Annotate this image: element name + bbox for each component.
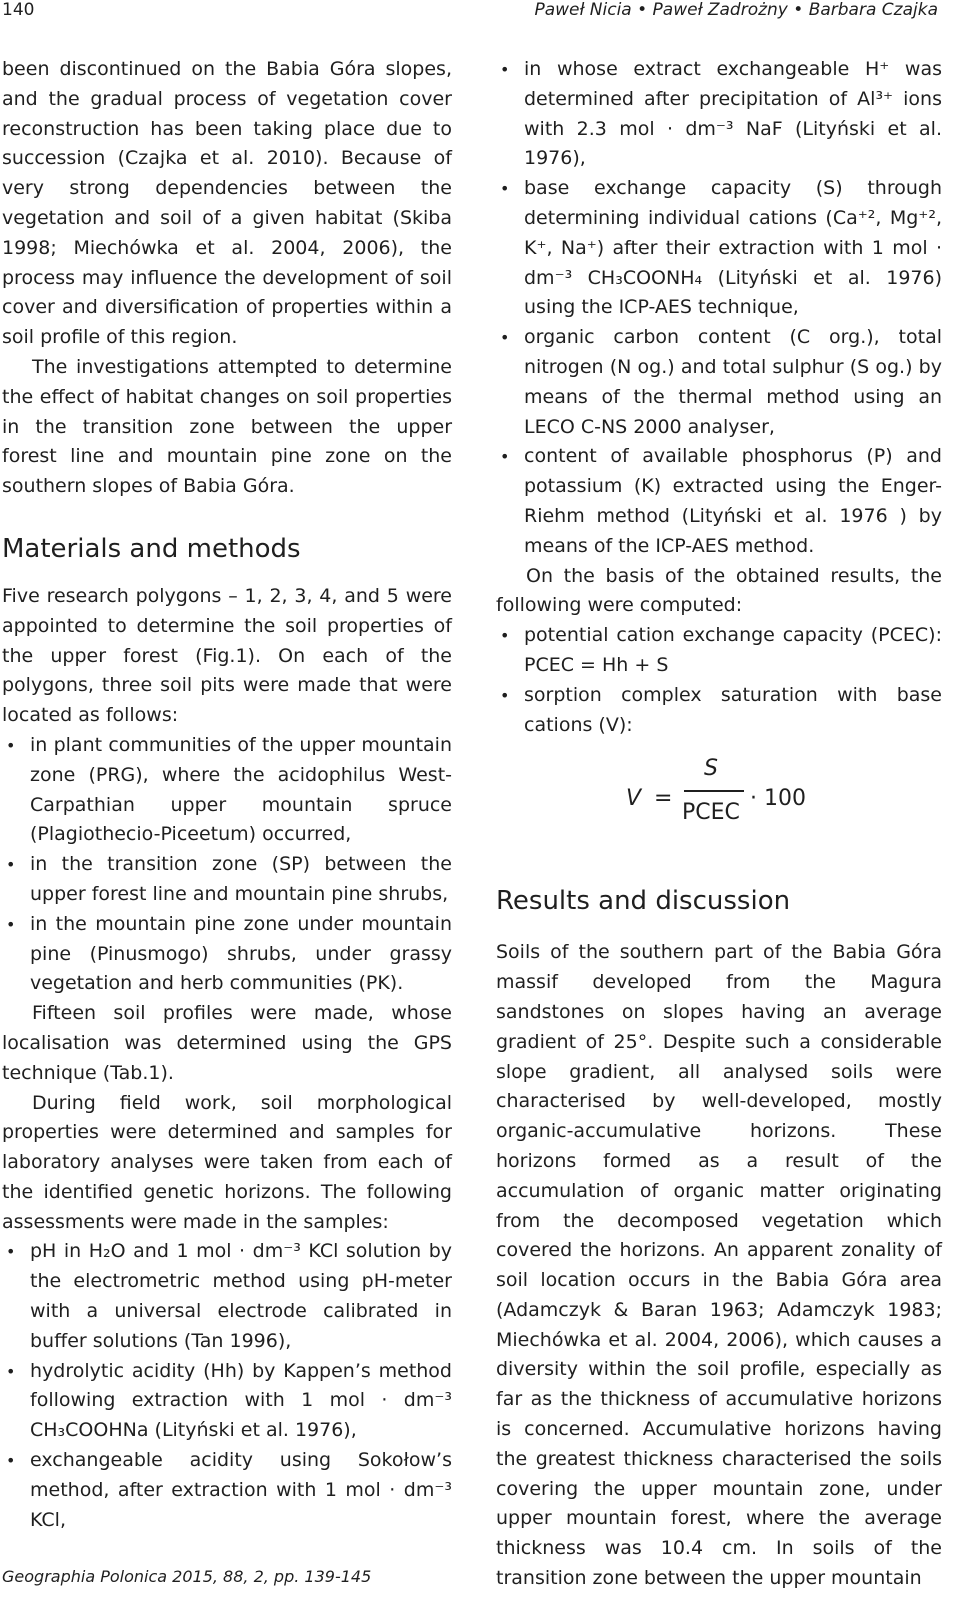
- running-header-authors: Paweł Nicia • Paweł Zadrożny • Barbara Czajka: [534, 0, 938, 20]
- list-item: • in the mountain pine zone under mountain pine (Pinusmogo) shrubs, under grassy vegetation and herb communities (PK).: [2, 910, 452, 999]
- continued-text: in whose extract exchangeable H⁺ was determined after precipitation of Al³⁺ ions with 2.3 mol · dm⁻³ NaF (Lityński et al. 1976),: [524, 58, 942, 170]
- formula-lhs: V: [626, 786, 642, 812]
- paragraph-polygons: Five research polygons – 1, 2, 3, 4, and 5 were appointed to determine the soil properties of the upper forest (Fig.1). On each of the polygons, three soil pits were made that were located as follows:: [2, 584, 452, 727]
- list-item-continued: [496, 55, 942, 174]
- fraction-bar: [684, 790, 744, 792]
- paragraph-computed: On the basis of the obtained results, the following were computed:: [496, 564, 942, 617]
- formula-denominator: PCEC: [682, 800, 740, 826]
- list-item: • sorption complex saturation with base cations (V):: [496, 681, 942, 741]
- list-item: • organic carbon content (C org.), total nitrogen (N og.) and total sulphur (S og.) by means of the thermal method using an LECO C-NS 2000 analyser,: [496, 323, 942, 442]
- paragraph-fieldwork: During field work, soil morphological properties were determined and samples for laboratory analyses were taken from each of the identified genetic horizons. The following assessments were made in the samples:: [2, 1091, 452, 1233]
- formula-numerator: S: [704, 756, 718, 782]
- saturation-formula: [496, 754, 942, 844]
- formula-multiplier: · 100: [750, 786, 806, 812]
- paragraph-aims: The investigations attempted to determine the effect of habitat changes on soil properties in the transition zone between the upper forest line and mountain pine zone on the southern slopes of Babia Góra.: [2, 355, 452, 498]
- left-column: [2, 55, 452, 1535]
- journal-footer: Geographia Polonica 2015, 88, 2, pp. 139-145: [2, 1567, 372, 1586]
- list-item: • in the transition zone (SP) between the upper forest line and mountain pine shrubs,: [2, 850, 452, 910]
- list-item: • content of available phosphorus (P) and potassium (K) extracted using the Enger-Riehm method (Lityński et al. 1976 ) by means of the ICP-AES method.: [496, 442, 942, 561]
- assessments-list-continued: [496, 55, 942, 562]
- heading-materials-methods: Materials and methods: [2, 533, 301, 564]
- right-column: [496, 55, 942, 1594]
- paragraph-profiles: Fifteen soil profiles were made, whose localisation was determined using the GPS technique (Tab.1).: [2, 1002, 452, 1084]
- paragraph-intro: been discontinued on the Babia Góra slopes, and the gradual process of vegetation cover reconstruction has been taking place due to succession (Czajka et al. 2010). Because of very strong dependencies between the vegetation and soil of a given habitat (Skiba 1998; Miechówka et al. 2004, 2006), the process may influence the development of soil cover and diversification of properties within a soil profile of this region.: [2, 58, 452, 349]
- list-item: • pH in H₂O and 1 mol · dm⁻³ KCl solution by the electrometric method using pH-meter with a universal electrode calibrated in buffer solutions (Tan 1996),: [2, 1237, 452, 1356]
- soil-pit-locations-list: [2, 731, 452, 999]
- page-number: 140: [2, 0, 35, 20]
- list-item: • in plant communities of the upper mountain zone (PRG), where the acidophilus West-Carpathian upper mountain spruce (Plagiothecio-Piceetum) occurred,: [2, 731, 452, 850]
- list-item: • potential cation exchange capacity (PCEC): PCEC = Hh + S: [496, 621, 942, 681]
- paragraph-results: Soils of the southern part of the Babia Góra massif developed from the Magura sandstones on slopes having an average gradient of 25°. Despite such a considerable slope gradient, all analysed soils were characterised by well-developed, mostly organic-accumulative horizons. These horizons formed as a result of the accumulation of organic matter originating from the decomposed vegetation which covered the horizons. An apparent zonality of soil location occurs in the Babia Góra area (Adamczyk & Baran 1963; Adamczyk 1983; Miechówka et al. 2004, 2006), which causes a diversity within the soil profile, especially as far as the thickness of accumulative horizons is concerned. Accumulative horizons having the greatest thickness characterised the soils covering the upper mountain zone, under upper mountain forest, where the average thickness was 10.4 cm. In soils of the transition zone between the upper mountain: [496, 941, 942, 1590]
- list-item: • hydrolytic acidity (Hh) by Kappen’s method following extraction with 1 mol · dm⁻³ CH₃COOHNa (Lityński et al. 1976),: [2, 1357, 452, 1446]
- heading-results-discussion: Results and discussion: [496, 886, 791, 917]
- list-item: • base exchange capacity (S) through determining individual cations (Ca⁺², Mg⁺², K⁺, Na⁺) after their extraction with 1 mol · dm⁻³ CH₃COONH₄ (Lityński et al. 1976) using the ICP-AES technique,: [496, 174, 942, 323]
- list-item: • exchangeable acidity using Sokołow’s method, after extraction with 1 mol · dm⁻³ KCl,: [2, 1446, 452, 1535]
- computed-list: [496, 621, 942, 740]
- formula-equals: =: [654, 786, 673, 812]
- assessments-list: [2, 1237, 452, 1535]
